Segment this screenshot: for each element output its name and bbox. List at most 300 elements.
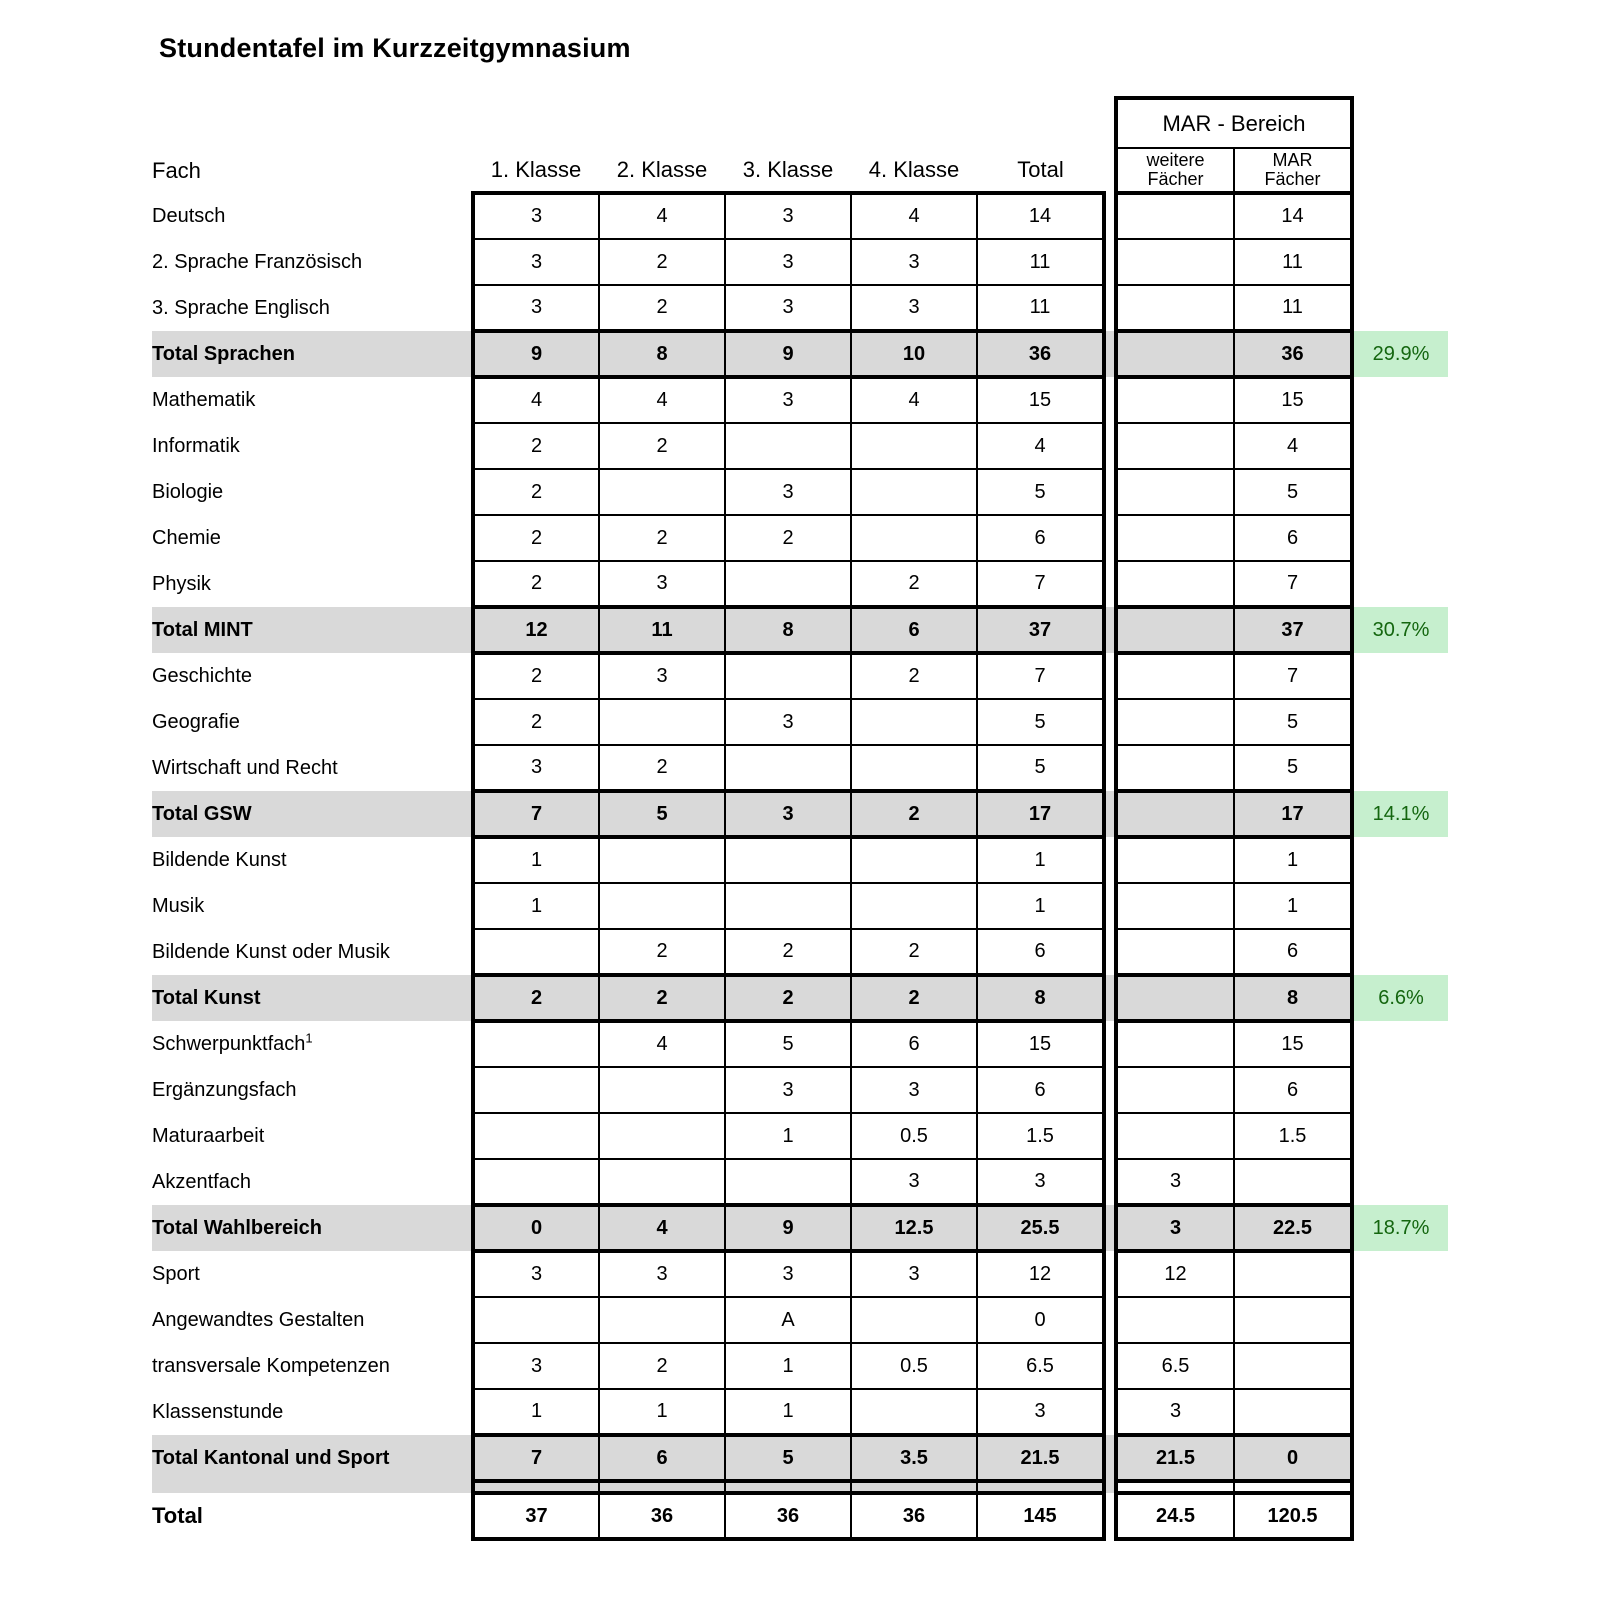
cell-total: 1 (977, 837, 1104, 883)
cell-klasse-2: 2 (599, 239, 725, 285)
column-gap (1104, 1435, 1116, 1481)
footnote-marker: 1 (305, 1029, 313, 1045)
cell-total: 5 (977, 469, 1104, 515)
cell-percent (1352, 1021, 1448, 1067)
cell-weitere-faecher (1116, 331, 1234, 377)
column-gap (1104, 1251, 1116, 1297)
row-label: Informatik (152, 423, 473, 469)
grand-total-total: 145 (977, 1493, 1104, 1539)
cell-klasse-2: 2 (599, 929, 725, 975)
table-row (152, 1251, 1448, 1297)
cell-percent (1352, 285, 1448, 331)
cell-klasse-1: 2 (473, 699, 599, 745)
cell-klasse-4: 2 (851, 791, 977, 837)
cell-percent (1352, 1343, 1448, 1389)
cell-percent (1352, 561, 1448, 607)
cell-total: 36 (977, 331, 1104, 377)
cell-klasse-4: 10 (851, 331, 977, 377)
cell-klasse-1: 2 (473, 423, 599, 469)
stundentafel-sheet (152, 96, 1448, 1541)
cell-percent (1352, 653, 1448, 699)
separator-mar (1234, 1481, 1352, 1493)
header-weitere-faecher (1116, 148, 1234, 193)
cell-mar-faecher (1234, 1159, 1352, 1205)
cell-total: 3 (977, 1159, 1104, 1205)
cell-mar-faecher: 5 (1234, 745, 1352, 791)
table-row (152, 561, 1448, 607)
separator-k4 (851, 1481, 977, 1493)
cell-mar-faecher: 1 (1234, 837, 1352, 883)
grand-total-gap (1104, 1493, 1116, 1539)
row-label: Akzentfach (152, 1159, 473, 1205)
cell-weitere-faecher (1116, 837, 1234, 883)
cell-klasse-1: 2 (473, 561, 599, 607)
cell-weitere-faecher (1116, 423, 1234, 469)
cell-total: 11 (977, 285, 1104, 331)
table-row (152, 699, 1448, 745)
cell-total: 1.5 (977, 1113, 1104, 1159)
cell-mar-faecher: 15 (1234, 1021, 1352, 1067)
cell-klasse-1: 3 (473, 285, 599, 331)
column-gap (1104, 1343, 1116, 1389)
cell-klasse-1: 1 (473, 837, 599, 883)
row-label: Bildende Kunst (152, 837, 473, 883)
separator-label (152, 1481, 473, 1493)
cell-klasse-2: 2 (599, 745, 725, 791)
cell-klasse-1: 12 (473, 607, 599, 653)
cell-percent: 14.1% (1352, 791, 1448, 837)
row-label: Wirtschaft und Recht (152, 745, 473, 791)
cell-weitere-faecher (1116, 699, 1234, 745)
cell-weitere-faecher (1116, 561, 1234, 607)
header-mar-faecher (1234, 148, 1352, 193)
cell-klasse-3: 1 (725, 1343, 851, 1389)
cell-klasse-1: 3 (473, 193, 599, 239)
cell-klasse-1: 1 (473, 883, 599, 929)
cell-weitere-faecher (1116, 515, 1234, 561)
column-gap (1104, 1159, 1116, 1205)
cell-klasse-4: 4 (851, 193, 977, 239)
row-label: Mathematik (152, 377, 473, 423)
cell-klasse-4: 3 (851, 239, 977, 285)
cell-klasse-1: 7 (473, 1435, 599, 1481)
cell-klasse-4: 3 (851, 1067, 977, 1113)
cell-klasse-2: 4 (599, 193, 725, 239)
cell-mar-faecher: 0 (1234, 1435, 1352, 1481)
cell-klasse-3: 9 (725, 1205, 851, 1251)
cell-klasse-2: 1 (599, 1389, 725, 1435)
table-row (152, 377, 1448, 423)
table-body (152, 193, 1448, 1539)
header-gap-2 (1104, 148, 1116, 193)
cell-mar-faecher: 37 (1234, 607, 1352, 653)
cell-mar-faecher: 6 (1234, 515, 1352, 561)
cell-klasse-4: 12.5 (851, 1205, 977, 1251)
column-gap (1104, 469, 1116, 515)
cell-total: 6 (977, 1067, 1104, 1113)
cell-weitere-faecher (1116, 607, 1234, 653)
cell-total: 5 (977, 699, 1104, 745)
cell-mar-faecher: 6 (1234, 1067, 1352, 1113)
header-klasse-2: 2. Klasse (616, 156, 708, 182)
subtotal-row (152, 791, 1448, 837)
cell-klasse-1 (473, 1297, 599, 1343)
table-row (152, 193, 1448, 239)
table-row (152, 285, 1448, 331)
row-label: Physik (152, 561, 473, 607)
separator-k1 (473, 1481, 599, 1493)
cell-klasse-4 (851, 515, 977, 561)
cell-weitere-faecher: 3 (1116, 1205, 1234, 1251)
column-gap (1104, 975, 1116, 1021)
column-gap (1104, 929, 1116, 975)
header-column-row (152, 148, 1448, 193)
table-row (152, 883, 1448, 929)
cell-klasse-3: 5 (725, 1021, 851, 1067)
cell-total: 6 (977, 515, 1104, 561)
cell-klasse-3 (725, 1159, 851, 1205)
grand-total-klasse-2: 36 (599, 1493, 725, 1539)
cell-klasse-2: 2 (599, 515, 725, 561)
cell-total: 3 (977, 1389, 1104, 1435)
column-gap (1104, 285, 1116, 331)
cell-klasse-2: 2 (599, 975, 725, 1021)
cell-klasse-2: 6 (599, 1435, 725, 1481)
column-gap (1104, 837, 1116, 883)
row-label: Maturaarbeit (152, 1113, 473, 1159)
cell-klasse-3: 3 (725, 469, 851, 515)
cell-klasse-1: 2 (473, 515, 599, 561)
row-label: Total MINT (152, 607, 473, 653)
cell-total: 5 (977, 745, 1104, 791)
cell-total: 14 (977, 193, 1104, 239)
column-gap (1104, 515, 1116, 561)
cell-percent (1352, 1159, 1448, 1205)
cell-klasse-3: 3 (725, 193, 851, 239)
table-row (152, 653, 1448, 699)
cell-klasse-3 (725, 883, 851, 929)
cell-klasse-4 (851, 1297, 977, 1343)
separator-gap (1104, 1481, 1116, 1493)
column-gap (1104, 1205, 1116, 1251)
cell-klasse-2 (599, 469, 725, 515)
column-gap (1104, 423, 1116, 469)
cell-klasse-3: 3 (725, 1067, 851, 1113)
row-label: Deutsch (152, 193, 473, 239)
cell-total: 8 (977, 975, 1104, 1021)
cell-weitere-faecher (1116, 1021, 1234, 1067)
cell-klasse-3: 3 (725, 377, 851, 423)
cell-klasse-3: 3 (725, 699, 851, 745)
cell-mar-faecher: 7 (1234, 653, 1352, 699)
column-gap (1104, 239, 1116, 285)
row-label: Musik (152, 883, 473, 929)
grand-total-label: Total (152, 1493, 473, 1539)
cell-percent (1352, 837, 1448, 883)
cell-klasse-3: 8 (725, 607, 851, 653)
row-label: 3. Sprache Englisch (152, 285, 473, 331)
cell-klasse-4 (851, 745, 977, 791)
header-spacer-total (977, 98, 1104, 148)
cell-klasse-3: 2 (725, 929, 851, 975)
header-spacer-k2 (599, 98, 725, 148)
header-spacer-pct (1352, 98, 1448, 148)
cell-klasse-2 (599, 699, 725, 745)
row-label: Ergänzungsfach (152, 1067, 473, 1113)
cell-total: 15 (977, 377, 1104, 423)
cell-percent (1352, 1297, 1448, 1343)
row-label: 2. Sprache Französisch (152, 239, 473, 285)
grand-total-klasse-1: 37 (473, 1493, 599, 1539)
cell-klasse-2: 2 (599, 285, 725, 331)
row-label: Angewandtes Gestalten (152, 1297, 473, 1343)
cell-weitere-faecher: 12 (1116, 1251, 1234, 1297)
column-gap (1104, 791, 1116, 837)
separator-weitere (1116, 1481, 1234, 1493)
cell-klasse-1: 2 (473, 469, 599, 515)
cell-mar-faecher: 15 (1234, 377, 1352, 423)
cell-klasse-1: 0 (473, 1205, 599, 1251)
row-label: Chemie (152, 515, 473, 561)
grand-total-weitere: 24.5 (1116, 1493, 1234, 1539)
header-spacer-k1 (473, 98, 599, 148)
table-row (152, 515, 1448, 561)
cell-total: 6.5 (977, 1343, 1104, 1389)
row-label: Total Kunst (152, 975, 473, 1021)
cell-mar-faecher: 1 (1234, 883, 1352, 929)
cell-klasse-3: 2 (725, 515, 851, 561)
cell-total: 25.5 (977, 1205, 1104, 1251)
cell-mar-faecher: 1.5 (1234, 1113, 1352, 1159)
cell-total: 1 (977, 883, 1104, 929)
cell-percent (1352, 1389, 1448, 1435)
cell-weitere-faecher: 3 (1116, 1389, 1234, 1435)
cell-klasse-4: 0.5 (851, 1343, 977, 1389)
row-label: Geografie (152, 699, 473, 745)
stundentafel-table (152, 96, 1448, 1541)
row-label: Geschichte (152, 653, 473, 699)
cell-klasse-1: 2 (473, 975, 599, 1021)
cell-klasse-1: 3 (473, 745, 599, 791)
cell-mar-faecher (1234, 1389, 1352, 1435)
header-spacer-k4 (851, 98, 977, 148)
cell-klasse-4 (851, 699, 977, 745)
cell-mar-faecher: 36 (1234, 331, 1352, 377)
cell-mar-faecher: 11 (1234, 285, 1352, 331)
cell-percent (1352, 469, 1448, 515)
cell-klasse-4: 2 (851, 561, 977, 607)
row-label: Total Sprachen (152, 331, 473, 377)
cell-weitere-faecher (1116, 929, 1234, 975)
cell-klasse-1: 7 (473, 791, 599, 837)
table-row (152, 239, 1448, 285)
column-gap (1104, 1297, 1116, 1343)
cell-klasse-2: 4 (599, 1021, 725, 1067)
table-row (152, 469, 1448, 515)
column-gap (1104, 607, 1116, 653)
cell-klasse-3: 3 (725, 285, 851, 331)
cell-percent: 29.9% (1352, 331, 1448, 377)
header-fach: Fach (152, 157, 201, 183)
cell-klasse-4: 6 (851, 607, 977, 653)
cell-klasse-4 (851, 469, 977, 515)
cell-mar-faecher: 4 (1234, 423, 1352, 469)
cell-percent (1352, 745, 1448, 791)
cell-percent (1352, 1251, 1448, 1297)
cell-total: 7 (977, 653, 1104, 699)
header-group-row (152, 98, 1448, 148)
cell-percent (1352, 239, 1448, 285)
cell-klasse-4: 6 (851, 1021, 977, 1067)
cell-klasse-1 (473, 1067, 599, 1113)
cell-total: 0 (977, 1297, 1104, 1343)
header-mar-line1: MAR (1272, 149, 1313, 170)
cell-klasse-1: 4 (473, 377, 599, 423)
column-gap (1104, 193, 1116, 239)
cell-klasse-4: 3 (851, 1159, 977, 1205)
cell-klasse-2: 3 (599, 1251, 725, 1297)
cell-percent (1352, 883, 1448, 929)
cell-klasse-4: 2 (851, 653, 977, 699)
cell-mar-faecher: 14 (1234, 193, 1352, 239)
row-label: Biologie (152, 469, 473, 515)
cell-klasse-2 (599, 1159, 725, 1205)
separator-k3 (725, 1481, 851, 1493)
cell-mar-faecher (1234, 1297, 1352, 1343)
row-label: Klassenstunde (152, 1389, 473, 1435)
cell-klasse-2: 11 (599, 607, 725, 653)
cell-klasse-2 (599, 883, 725, 929)
cell-klasse-4 (851, 423, 977, 469)
header-mar-line2: Fächer (1264, 169, 1321, 189)
cell-klasse-3 (725, 745, 851, 791)
cell-total: 37 (977, 607, 1104, 653)
cell-klasse-4 (851, 837, 977, 883)
cell-weitere-faecher (1116, 193, 1234, 239)
cell-weitere-faecher (1116, 975, 1234, 1021)
cell-percent (1352, 1067, 1448, 1113)
cell-klasse-1: 3 (473, 1251, 599, 1297)
cell-klasse-2: 8 (599, 331, 725, 377)
subtotal-row (152, 1205, 1448, 1251)
cell-klasse-3 (725, 653, 851, 699)
table-header (152, 98, 1448, 193)
header-weitere-line1: weitere (1146, 149, 1205, 170)
cell-klasse-3: 5 (725, 1435, 851, 1481)
header-spacer-k3 (725, 98, 851, 148)
cell-percent (1352, 1113, 1448, 1159)
column-gap (1104, 1113, 1116, 1159)
cell-mar-faecher (1234, 1343, 1352, 1389)
grand-total-pct (1352, 1493, 1448, 1539)
grand-total-klasse-4: 36 (851, 1493, 977, 1539)
cell-weitere-faecher (1116, 1297, 1234, 1343)
cell-total: 4 (977, 423, 1104, 469)
cell-total: 11 (977, 239, 1104, 285)
cell-klasse-2: 3 (599, 653, 725, 699)
cell-weitere-faecher (1116, 883, 1234, 929)
cell-mar-faecher: 5 (1234, 699, 1352, 745)
cell-klasse-1: 1 (473, 1389, 599, 1435)
cell-klasse-2 (599, 1067, 725, 1113)
cell-klasse-1 (473, 1113, 599, 1159)
cell-total: 7 (977, 561, 1104, 607)
cell-mar-faecher: 22.5 (1234, 1205, 1352, 1251)
cell-klasse-4: 3.5 (851, 1435, 977, 1481)
cell-klasse-4: 3 (851, 285, 977, 331)
cell-weitere-faecher (1116, 791, 1234, 837)
table-row (152, 1021, 1448, 1067)
table-row (152, 1297, 1448, 1343)
cell-mar-faecher: 8 (1234, 975, 1352, 1021)
cell-percent (1352, 377, 1448, 423)
cell-mar-faecher: 6 (1234, 929, 1352, 975)
cell-percent (1352, 699, 1448, 745)
cell-mar-faecher: 5 (1234, 469, 1352, 515)
cell-klasse-3: 9 (725, 331, 851, 377)
column-gap (1104, 377, 1116, 423)
column-gap (1104, 1389, 1116, 1435)
mar-group-header: MAR - Bereich (1116, 98, 1352, 148)
cell-klasse-1: 2 (473, 653, 599, 699)
cell-klasse-3 (725, 423, 851, 469)
column-gap (1104, 1021, 1116, 1067)
cell-klasse-2: 2 (599, 423, 725, 469)
cell-klasse-2: 4 (599, 377, 725, 423)
cell-klasse-4: 0.5 (851, 1113, 977, 1159)
cell-klasse-3: 1 (725, 1389, 851, 1435)
page-title: Stundentafel im Kurzzeitgymnasium (159, 33, 631, 63)
cell-mar-faecher: 17 (1234, 791, 1352, 837)
cell-mar-faecher (1234, 1251, 1352, 1297)
cell-percent (1352, 423, 1448, 469)
cell-weitere-faecher (1116, 469, 1234, 515)
header-klasse-1: 1. Klasse (490, 156, 582, 182)
cell-klasse-2 (599, 1297, 725, 1343)
cell-klasse-2: 2 (599, 1343, 725, 1389)
header-total: Total (1017, 156, 1064, 182)
column-gap (1104, 331, 1116, 377)
cell-klasse-3: 3 (725, 791, 851, 837)
column-gap (1104, 699, 1116, 745)
cell-percent (1352, 193, 1448, 239)
grand-total-row (152, 1493, 1448, 1539)
cell-total: 15 (977, 1021, 1104, 1067)
table-row (152, 1067, 1448, 1113)
separator-strip-row (152, 1481, 1448, 1493)
cell-percent (1352, 515, 1448, 561)
row-label: Total Wahlbereich (152, 1205, 473, 1251)
cell-klasse-4: 3 (851, 1251, 977, 1297)
cell-klasse-2: 5 (599, 791, 725, 837)
row-label: Total Kantonal und Sport (152, 1435, 473, 1481)
separator-k2 (599, 1481, 725, 1493)
subtotal-row (152, 607, 1448, 653)
cell-weitere-faecher (1116, 653, 1234, 699)
cell-total: 12 (977, 1251, 1104, 1297)
cell-klasse-4: 4 (851, 377, 977, 423)
table-row (152, 837, 1448, 883)
table-row (152, 423, 1448, 469)
header-pct-blank (1352, 148, 1448, 193)
cell-klasse-4 (851, 1389, 977, 1435)
cell-klasse-4: 2 (851, 929, 977, 975)
cell-weitere-faecher: 6.5 (1116, 1343, 1234, 1389)
row-label: Total GSW (152, 791, 473, 837)
row-label: Sport (152, 1251, 473, 1297)
cell-klasse-1 (473, 929, 599, 975)
cell-klasse-3: 1 (725, 1113, 851, 1159)
